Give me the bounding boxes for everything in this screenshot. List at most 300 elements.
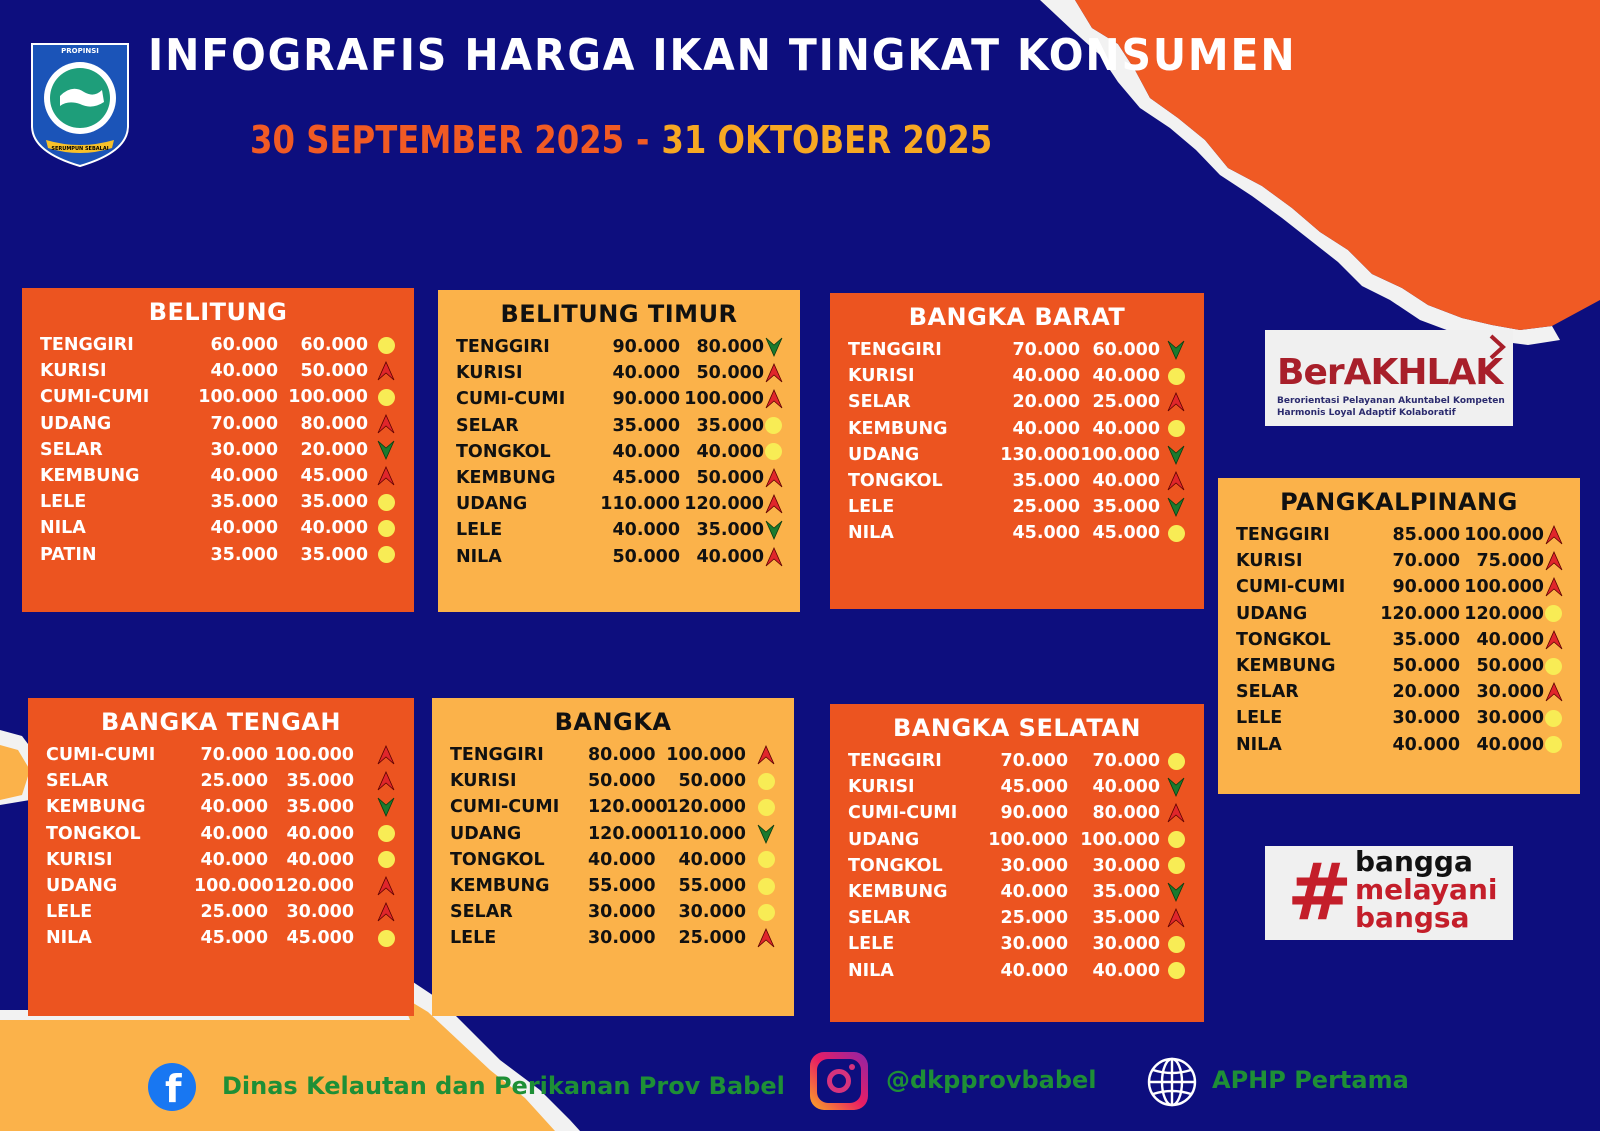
price-row (40, 515, 396, 541)
instagram-handle[interactable]: @dkpprovbabel (886, 1066, 1097, 1094)
price-september: 35.000 (1012, 471, 1080, 492)
price-september: 120.000 (1380, 603, 1460, 624)
price-oktober: 30.000 (678, 902, 746, 923)
price-oktober: 35.000 (1092, 497, 1160, 518)
price-row (848, 337, 1186, 363)
region-title: PANGKALPINANG (1280, 488, 1518, 516)
price-oktober: 50.000 (696, 363, 764, 384)
price-row (848, 494, 1186, 520)
fish-name: NILA (1236, 734, 1282, 755)
price-september: 40.000 (210, 361, 278, 382)
price-oktober: 100.000 (288, 387, 368, 408)
price-oktober: 100.000 (1464, 525, 1544, 546)
price-september: 20.000 (1012, 392, 1080, 413)
price-september: 35.000 (210, 544, 278, 565)
green-down-arrow-icon (1166, 497, 1186, 517)
price-oktober: 40.000 (286, 849, 354, 870)
red-up-arrow-icon (376, 466, 396, 486)
green-down-arrow-icon (1166, 340, 1186, 360)
price-row (456, 491, 782, 517)
green-down-arrow-icon (756, 824, 776, 844)
price-september: 25.000 (1012, 497, 1080, 518)
price-september: 30.000 (588, 928, 656, 949)
red-up-arrow-icon (1544, 682, 1564, 702)
price-september: 70.000 (210, 413, 278, 434)
fish-name: TONGKOL (46, 823, 141, 844)
price-september: 25.000 (200, 902, 268, 923)
red-up-arrow-icon (764, 363, 784, 383)
price-oktober: 40.000 (1092, 418, 1160, 439)
price-september: 70.000 (1392, 551, 1460, 572)
red-up-arrow-icon (376, 361, 396, 381)
price-row (1236, 679, 1562, 705)
fish-name: KURISI (848, 777, 915, 798)
price-september: 45.000 (612, 468, 680, 489)
region-card-bangka-tengah (28, 698, 414, 1016)
price-oktober: 75.000 (1476, 551, 1544, 572)
price-oktober: 60.000 (300, 335, 368, 356)
price-oktober: 110.000 (666, 823, 746, 844)
page-title: INFOGRAFIS HARGA IKAN TINGKAT KONSUMEN (148, 30, 1297, 81)
yellow-dot-icon (756, 902, 776, 922)
price-oktober: 35.000 (286, 797, 354, 818)
fish-name: NILA (40, 518, 86, 539)
green-down-arrow-icon (1166, 445, 1186, 465)
fish-name: TONGKOL (456, 441, 551, 462)
fish-name: KURISI (1236, 551, 1303, 572)
bangsa-text: bangsa (1355, 901, 1470, 934)
price-oktober: 80.000 (1092, 803, 1160, 824)
price-oktober: 45.000 (1092, 523, 1160, 544)
fish-name: KEMBUNG (1236, 656, 1336, 677)
region-card-pangkalpinang (1218, 478, 1580, 794)
yellow-dot-icon (376, 492, 396, 512)
yellow-dot-icon (1544, 604, 1562, 624)
price-row (1236, 601, 1562, 627)
price-september: 35.000 (210, 492, 278, 513)
melayani-text: melayani (1355, 873, 1498, 906)
price-september: 50.000 (612, 546, 680, 567)
price-row (46, 925, 396, 951)
yellow-dot-icon (376, 387, 396, 407)
price-oktober: 40.000 (286, 823, 354, 844)
region-card-bangka-barat (830, 293, 1204, 609)
price-september: 25.000 (1000, 908, 1068, 929)
fish-name: KEMBUNG (848, 418, 948, 439)
fish-name: SELAR (456, 415, 519, 436)
price-september: 30.000 (1392, 708, 1460, 729)
website-label[interactable]: APHP Pertama (1212, 1066, 1409, 1094)
yellow-dot-icon (1166, 830, 1186, 850)
fish-name: KURISI (456, 363, 523, 384)
price-oktober: 35.000 (300, 544, 368, 565)
price-september: 100.000 (988, 829, 1068, 850)
berakhlak-word: AKHLAK (1343, 352, 1503, 393)
price-row (456, 544, 782, 570)
fish-name: UDANG (1236, 603, 1308, 624)
emblem-motto-text: SERUMPUN SEBALAI (51, 146, 109, 152)
fish-name: TENGGIRI (848, 751, 942, 772)
fish-name: LELE (46, 902, 93, 923)
price-september: 40.000 (210, 466, 278, 487)
yellow-dot-icon (764, 442, 782, 462)
price-row (848, 931, 1186, 957)
red-up-arrow-icon (764, 547, 784, 567)
price-september: 70.000 (1012, 340, 1080, 361)
fish-name: KEMBUNG (848, 882, 948, 903)
price-september: 80.000 (588, 745, 656, 766)
price-oktober: 40.000 (1092, 471, 1160, 492)
price-oktober: 120.000 (274, 876, 354, 897)
price-row (848, 520, 1186, 546)
fish-name: NILA (46, 928, 92, 949)
price-september: 40.000 (612, 441, 680, 462)
price-row (848, 389, 1186, 415)
price-oktober: 120.000 (1464, 603, 1544, 624)
berakhlak-ber: Ber (1277, 352, 1344, 393)
yellow-dot-icon (1544, 708, 1562, 728)
price-september: 130.000 (1000, 444, 1080, 465)
price-row (40, 542, 396, 568)
red-up-arrow-icon (376, 902, 396, 922)
price-oktober: 35.000 (696, 415, 764, 436)
price-september: 70.000 (1000, 751, 1068, 772)
price-row (456, 465, 782, 491)
price-row (46, 873, 396, 899)
price-row (848, 363, 1186, 389)
yellow-dot-icon (1166, 934, 1186, 954)
price-september: 100.000 (198, 387, 278, 408)
price-row (450, 873, 776, 899)
fish-name: TENGGIRI (450, 745, 544, 766)
price-september: 30.000 (1000, 934, 1068, 955)
globe-icon[interactable] (1146, 1056, 1198, 1108)
price-september: 30.000 (1000, 855, 1068, 876)
fish-name: UDANG (456, 494, 528, 515)
price-row (40, 332, 396, 358)
price-oktober: 100.000 (1080, 829, 1160, 850)
price-row (1236, 548, 1562, 574)
price-oktober: 70.000 (1092, 751, 1160, 772)
price-oktober: 100.000 (1464, 577, 1544, 598)
price-september: 45.000 (1012, 523, 1080, 544)
yellow-dot-icon (1544, 735, 1562, 755)
price-oktober: 100.000 (274, 745, 354, 766)
fish-name: CUMI-CUMI (40, 387, 150, 408)
fish-name: TONGKOL (450, 849, 545, 870)
fish-name: CUMI-CUMI (1236, 577, 1346, 598)
price-september: 40.000 (588, 849, 656, 870)
emblem-top-text: PROPINSI (61, 47, 99, 55)
red-up-arrow-icon (376, 771, 396, 791)
price-oktober: 50.000 (300, 361, 368, 382)
date-start: 30 SEPTEMBER 2025 (250, 118, 625, 162)
price-september: 40.000 (612, 520, 680, 541)
yellow-dot-icon (376, 335, 396, 355)
price-september: 20.000 (1392, 682, 1460, 703)
region-card-bangka-selatan (830, 704, 1204, 1022)
price-row (450, 794, 776, 820)
price-row (40, 463, 396, 489)
yellow-dot-icon (756, 850, 776, 870)
red-up-arrow-icon (376, 414, 396, 434)
price-row (848, 774, 1186, 800)
fish-name: SELAR (46, 771, 109, 792)
price-row (450, 899, 776, 925)
price-september: 40.000 (200, 849, 268, 870)
yellow-dot-icon (756, 797, 776, 817)
price-oktober: 35.000 (286, 771, 354, 792)
red-up-arrow-icon (764, 389, 784, 409)
price-row (450, 821, 776, 847)
berakhlak-line2: Harmonis Loyal Adaptif Kolaboratif (1277, 408, 1456, 418)
price-september: 40.000 (1000, 882, 1068, 903)
price-row (848, 905, 1186, 931)
price-september: 40.000 (1012, 366, 1080, 387)
red-up-arrow-icon (1166, 803, 1186, 823)
price-september: 120.000 (588, 797, 668, 818)
price-row (456, 439, 782, 465)
price-row (456, 334, 782, 360)
price-oktober: 50.000 (1476, 656, 1544, 677)
fish-name: SELAR (40, 439, 103, 460)
yellow-dot-icon (376, 850, 396, 870)
price-september: 50.000 (588, 771, 656, 792)
price-oktober: 100.000 (666, 745, 746, 766)
fish-name: UDANG (40, 413, 112, 434)
region-card-bangka (432, 698, 794, 1016)
fish-name: KURISI (46, 849, 113, 870)
price-row (40, 384, 396, 410)
price-oktober: 40.000 (1092, 777, 1160, 798)
price-september: 40.000 (200, 823, 268, 844)
price-row (1236, 653, 1562, 679)
facebook-icon[interactable]: f (148, 1063, 196, 1111)
price-oktober: 120.000 (666, 797, 746, 818)
fish-name: PATIN (40, 544, 97, 565)
yellow-dot-icon (1166, 523, 1186, 543)
price-oktober: 40.000 (1476, 734, 1544, 755)
red-up-arrow-icon (1166, 908, 1186, 928)
hashtag-icon: # (1287, 848, 1353, 938)
price-row (848, 442, 1186, 468)
price-row (1236, 522, 1562, 548)
price-oktober: 40.000 (1476, 629, 1544, 650)
price-row (848, 827, 1186, 853)
price-september: 40.000 (210, 518, 278, 539)
region-title: BANGKA SELATAN (892, 714, 1142, 742)
region-card-belitung (22, 288, 414, 612)
price-oktober: 100.000 (684, 389, 764, 410)
price-oktober: 30.000 (1092, 855, 1160, 876)
fish-name: LELE (848, 497, 895, 518)
region-title: BANGKA BARAT (908, 303, 1126, 331)
fish-name: CUMI-CUMI (848, 803, 958, 824)
price-oktober: 40.000 (678, 849, 746, 870)
price-oktober: 35.000 (1092, 908, 1160, 929)
yellow-dot-icon (376, 824, 396, 844)
price-row (46, 821, 396, 847)
fish-name: NILA (848, 523, 894, 544)
price-oktober: 35.000 (1092, 882, 1160, 903)
price-september: 110.000 (600, 494, 680, 515)
price-row (450, 742, 776, 768)
price-oktober: 40.000 (1092, 960, 1160, 981)
green-down-arrow-icon (376, 440, 396, 460)
fish-name: TENGGIRI (848, 340, 942, 361)
yellow-dot-icon (376, 545, 396, 565)
price-oktober: 35.000 (300, 492, 368, 513)
price-row (1236, 705, 1562, 731)
price-row (450, 768, 776, 794)
price-row (848, 748, 1186, 774)
price-september: 90.000 (1000, 803, 1068, 824)
region-title: BELITUNG (148, 298, 288, 326)
price-september: 40.000 (1000, 960, 1068, 981)
yellow-dot-icon (1166, 751, 1186, 771)
fish-name: LELE (1236, 708, 1283, 729)
facebook-page-link[interactable]: Dinas Kelautan dan Perikanan Prov Babel (222, 1072, 785, 1100)
red-up-arrow-icon (1544, 525, 1564, 545)
bangga-melayani-bangsa-logo (1265, 846, 1513, 940)
fish-name: CUMI-CUMI (456, 389, 566, 410)
green-down-arrow-icon (764, 520, 784, 540)
fish-name: SELAR (450, 902, 513, 923)
fish-name: NILA (456, 546, 502, 567)
date-separator: - (636, 118, 650, 162)
price-oktober: 120.000 (684, 494, 764, 515)
fish-name: LELE (450, 928, 497, 949)
price-row (46, 847, 396, 873)
price-oktober: 30.000 (286, 902, 354, 923)
yellow-dot-icon (1166, 419, 1186, 439)
price-september: 60.000 (210, 335, 278, 356)
yellow-dot-icon (376, 928, 396, 948)
price-row (46, 794, 396, 820)
fish-name: KEMBUNG (46, 797, 146, 818)
price-row (848, 853, 1186, 879)
price-september: 45.000 (200, 928, 268, 949)
price-oktober: 50.000 (678, 771, 746, 792)
price-row (40, 437, 396, 463)
fish-name: TENGGIRI (1236, 525, 1330, 546)
price-september: 85.000 (1392, 525, 1460, 546)
red-up-arrow-icon (1544, 630, 1564, 650)
fish-name: SELAR (848, 908, 911, 929)
price-row (40, 358, 396, 384)
red-up-arrow-icon (756, 928, 776, 948)
price-oktober: 100.000 (1080, 444, 1160, 465)
fish-name: UDANG (848, 829, 920, 850)
price-row (456, 413, 782, 439)
price-oktober: 45.000 (300, 466, 368, 487)
fish-name: LELE (40, 492, 87, 513)
yellow-dot-icon (376, 518, 396, 538)
red-up-arrow-icon (1544, 551, 1564, 571)
price-row (40, 411, 396, 437)
fish-name: TENGGIRI (456, 337, 550, 358)
price-oktober: 60.000 (1092, 340, 1160, 361)
price-row (848, 468, 1186, 494)
fish-name: UDANG (46, 876, 118, 897)
price-september: 55.000 (588, 876, 656, 897)
price-row (46, 768, 396, 794)
price-row (40, 489, 396, 515)
price-row (456, 360, 782, 386)
berakhlak-logo (1265, 330, 1513, 426)
chevron-right-icon (1487, 334, 1507, 360)
price-september: 35.000 (1392, 629, 1460, 650)
price-oktober: 40.000 (300, 518, 368, 539)
price-oktober: 25.000 (678, 928, 746, 949)
price-row (848, 416, 1186, 442)
price-september: 90.000 (612, 389, 680, 410)
region-title: BANGKA (554, 708, 672, 736)
instagram-icon[interactable] (810, 1052, 868, 1110)
fish-name: UDANG (848, 444, 920, 465)
fish-name: KURISI (450, 771, 517, 792)
price-oktober: 35.000 (696, 520, 764, 541)
region-title: BELITUNG TIMUR (500, 300, 738, 328)
price-oktober: 25.000 (1092, 392, 1160, 413)
price-row (456, 517, 782, 543)
fish-name: CUMI-CUMI (450, 797, 560, 818)
yellow-dot-icon (756, 876, 776, 896)
price-september: 70.000 (200, 745, 268, 766)
fish-name: KURISI (848, 366, 915, 387)
fish-name: TONGKOL (848, 471, 943, 492)
price-row (848, 879, 1186, 905)
berakhlak-line1: Berorientasi Pelayanan Akuntabel Kompeten (1277, 396, 1505, 406)
price-oktober: 40.000 (696, 441, 764, 462)
price-september: 40.000 (1012, 418, 1080, 439)
price-september: 90.000 (1392, 577, 1460, 598)
price-oktober: 45.000 (286, 928, 354, 949)
price-row (46, 742, 396, 768)
price-september: 120.000 (588, 823, 668, 844)
yellow-dot-icon (756, 771, 776, 791)
yellow-dot-icon (1166, 366, 1186, 386)
fish-name: SELAR (848, 392, 911, 413)
yellow-dot-icon (1166, 856, 1186, 876)
red-up-arrow-icon (1166, 392, 1186, 412)
red-up-arrow-icon (376, 876, 396, 896)
green-down-arrow-icon (764, 337, 784, 357)
price-row (848, 800, 1186, 826)
price-row (1236, 732, 1562, 758)
red-up-arrow-icon (764, 494, 784, 514)
green-down-arrow-icon (1166, 882, 1186, 902)
fish-name: CUMI-CUMI (46, 745, 156, 766)
price-row (848, 958, 1186, 984)
price-oktober: 80.000 (696, 337, 764, 358)
price-september: 40.000 (200, 797, 268, 818)
yellow-dot-icon (764, 416, 782, 436)
fish-name: LELE (848, 934, 895, 955)
price-september: 90.000 (612, 337, 680, 358)
price-row (456, 386, 782, 412)
price-row (46, 899, 396, 925)
fish-name: TENGGIRI (40, 335, 134, 356)
price-september: 40.000 (612, 363, 680, 384)
price-row (450, 847, 776, 873)
fish-name: KEMBUNG (456, 468, 556, 489)
price-september: 30.000 (210, 439, 278, 460)
price-september: 40.000 (1392, 734, 1460, 755)
red-up-arrow-icon (1544, 577, 1564, 597)
price-september: 50.000 (1392, 656, 1460, 677)
fish-name: KURISI (40, 361, 107, 382)
